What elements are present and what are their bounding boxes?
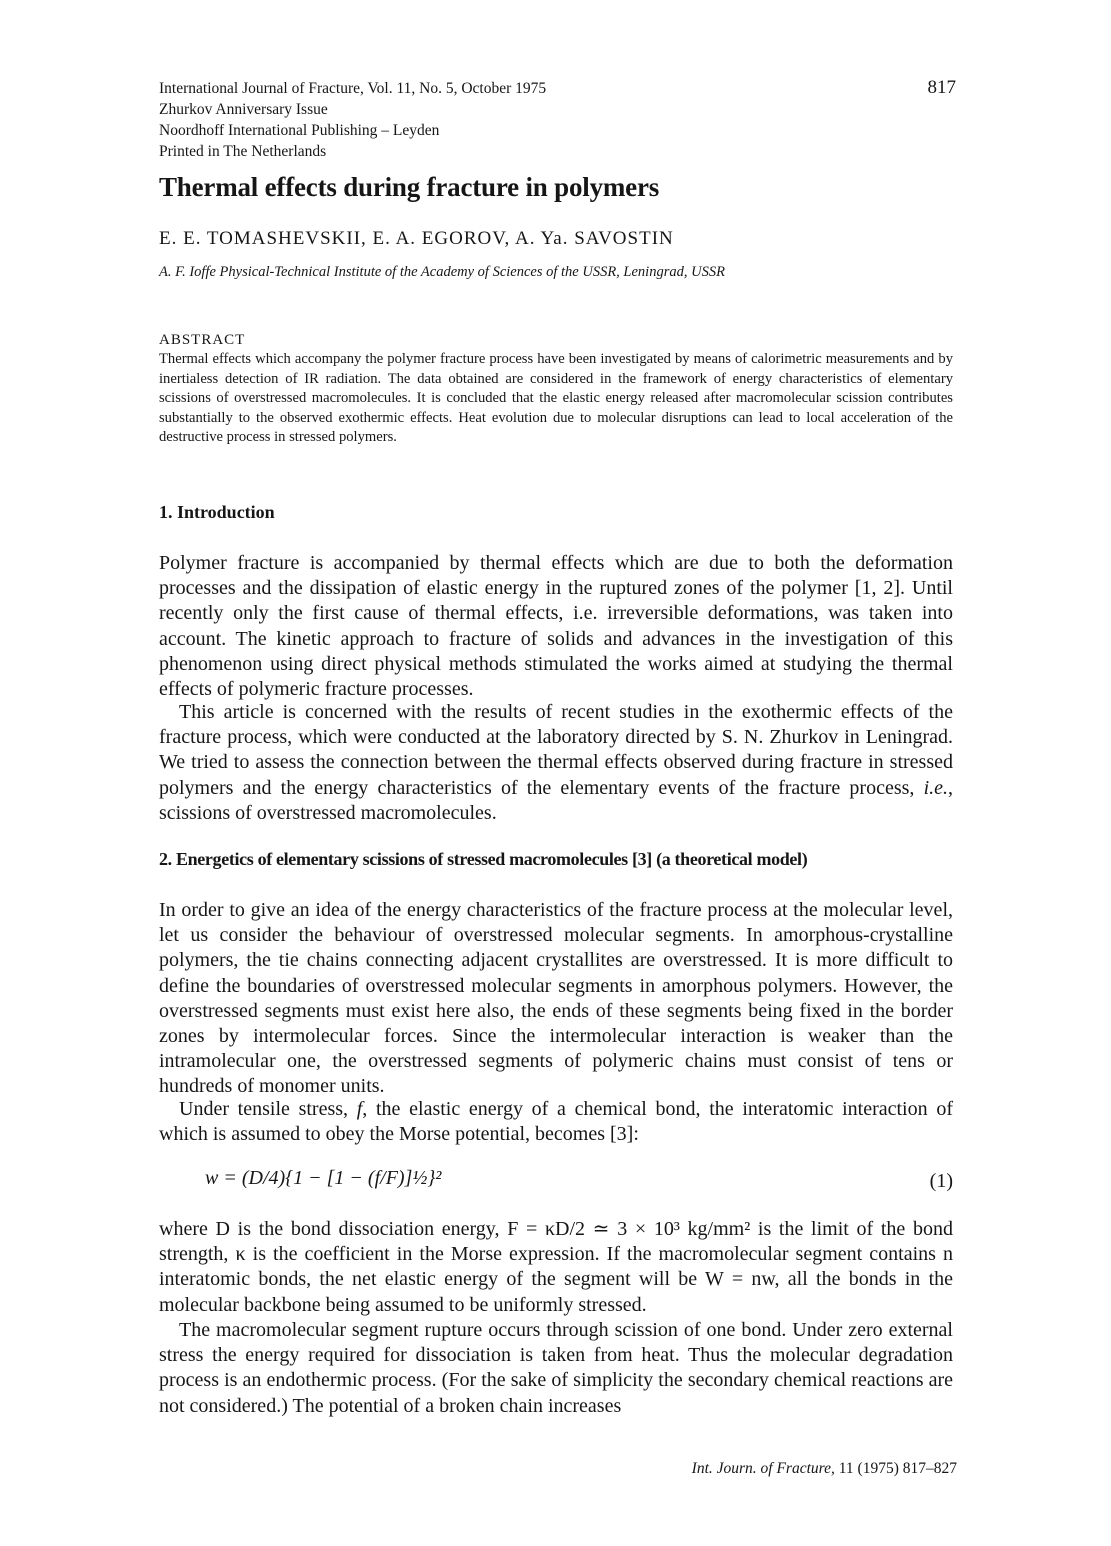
journal-header xyxy=(159,78,799,162)
paragraph-energetics-3: where D is the bond dissociation energy, F = κD/2 ≃ 3 × 10³ kg/mm² is the limit of the bond strength, κ is the coefficient in the Morse expression. If the macromolecular segment contains n interatomic bonds, the net elastic energy of the segment will be W = nw, all the bonds in the molecular backbone being assumed to be uniformly stressed. xyxy=(159,1218,953,1316)
paragraph-energetics-2 xyxy=(159,1097,953,1147)
article-authors: E. E. TOMASHEVSKII, E. A. EGOROV, A. Ya. SAVOSTIN xyxy=(159,228,674,249)
paragraph-intro-2-ie: i.e. xyxy=(923,776,948,799)
article-title: Thermal effects during fracture in polymers xyxy=(159,172,660,202)
paragraph-energetics-4: The macromolecular segment rupture occurs through scission of one bond. Under zero external stress the energy required for dissociation is taken from heat. Thus the molecular degradation process is an endothermic process. (For the sake of simplicity the secondary chemical reactions are not considered.) The potential of a broken chain increases xyxy=(159,1319,953,1417)
paragraph-energetics-1: In order to give an idea of the energy characteristics of the fracture process at the molecular level, let us consider the behaviour of overstressed molecular segments. In amorphous-crystalline polymers, the tie chains connecting adjacent crystallites are overstressed. It is more difficult to define the boundaries of overstressed molecular segments in amorphous polymers. However, the overstressed segments must exist here also, the ends of these segments being fixed in the border zones by intermolecular forces. Since the intermolecular interaction is weaker than the intramolecular one, the overstressed segments of polymeric chains must consist of tens or hundreds of monomer units. xyxy=(159,899,953,1098)
section-heading-energetics: 2. Energetics of elementary scissions of stressed macromolecules [3] (a theoretical model) xyxy=(159,849,808,869)
author-affiliation: A. F. Ioffe Physical-Technical Institute of the Academy of Sciences of the USSR, Leningrad, USSR xyxy=(159,264,725,280)
equation-1: w = (D/4){1 − [1 − (f/F)]½}² xyxy=(205,1167,442,1189)
abstract-text: Thermal effects which accompany the polymer fracture process have been investigated by means of calorimetric measurements and by inertialess detection of IR radiation. The data obtained are considered in the framework of energy characteristics of elementary scissions of overstressed macromolecules. It is concluded that the elastic energy released after macromolecular scission contributes substantially to the observed exothermic effects. Heat evolution due to molecular disruptions can lead to local acceleration of the destructive process in stressed polymers. xyxy=(159,351,953,446)
paragraph-intro-2-text-b: , scissions of overstressed macromolecules. xyxy=(159,776,953,824)
section-heading-introduction: 1. Introduction xyxy=(159,502,275,522)
abstract-heading: ABSTRACT xyxy=(159,332,246,348)
stress-symbol: f xyxy=(356,1098,363,1120)
footer-citation: 11 (1975) 817–827 xyxy=(834,1460,957,1477)
page-footer xyxy=(620,1460,957,1478)
printed-line: Printed in The Netherlands xyxy=(159,143,327,160)
paragraph-intro-1: Polymer fracture is accompanied by thermal effects which are due to both the deformation processes and the dissipation of elastic energy in the ruptured zones of the polymer [1, 2]. Until recently only the first cause of thermal effects, i.e. irreversible deformations, was taken into account. The kinetic approach to fracture of solids and advances in the investigation of this phenomenon using direct physical methods stimulated the works aimed at studying the thermal effects of polymeric fracture processes. xyxy=(159,552,953,701)
footer-journal: Int. Journ. of Fracture, xyxy=(691,1460,835,1477)
journal-line: International Journal of Fracture, Vol. 11, No. 5, October 1975 xyxy=(159,80,547,97)
paragraph-energetics-2-text-b: , the elastic energy of a chemical bond, the interatomic interaction of which is assumed to obey the Morse potential, becomes [3]: xyxy=(159,1098,953,1146)
paragraph-energetics-2-text-a: Under tensile stress, xyxy=(179,1098,357,1120)
publisher-line: Noordhoff International Publishing – Leyden xyxy=(159,122,440,139)
paragraph-intro-2-text-a: This article is concerned with the results of recent studies in the exothermic effects of the fracture process, which were conducted at the laboratory directed by S. N. Zhurkov in Leningrad. We tried to assess the connection between the thermal effects observed during fracture in stressed polymers and the energy characteristics of the elementary events of the fracture process, xyxy=(159,701,953,799)
page-number: 817 xyxy=(927,77,956,98)
equation-number: (1) xyxy=(929,1170,953,1192)
paragraph-intro-2 xyxy=(159,700,953,826)
issue-line: Zhurkov Anniversary Issue xyxy=(159,101,328,118)
